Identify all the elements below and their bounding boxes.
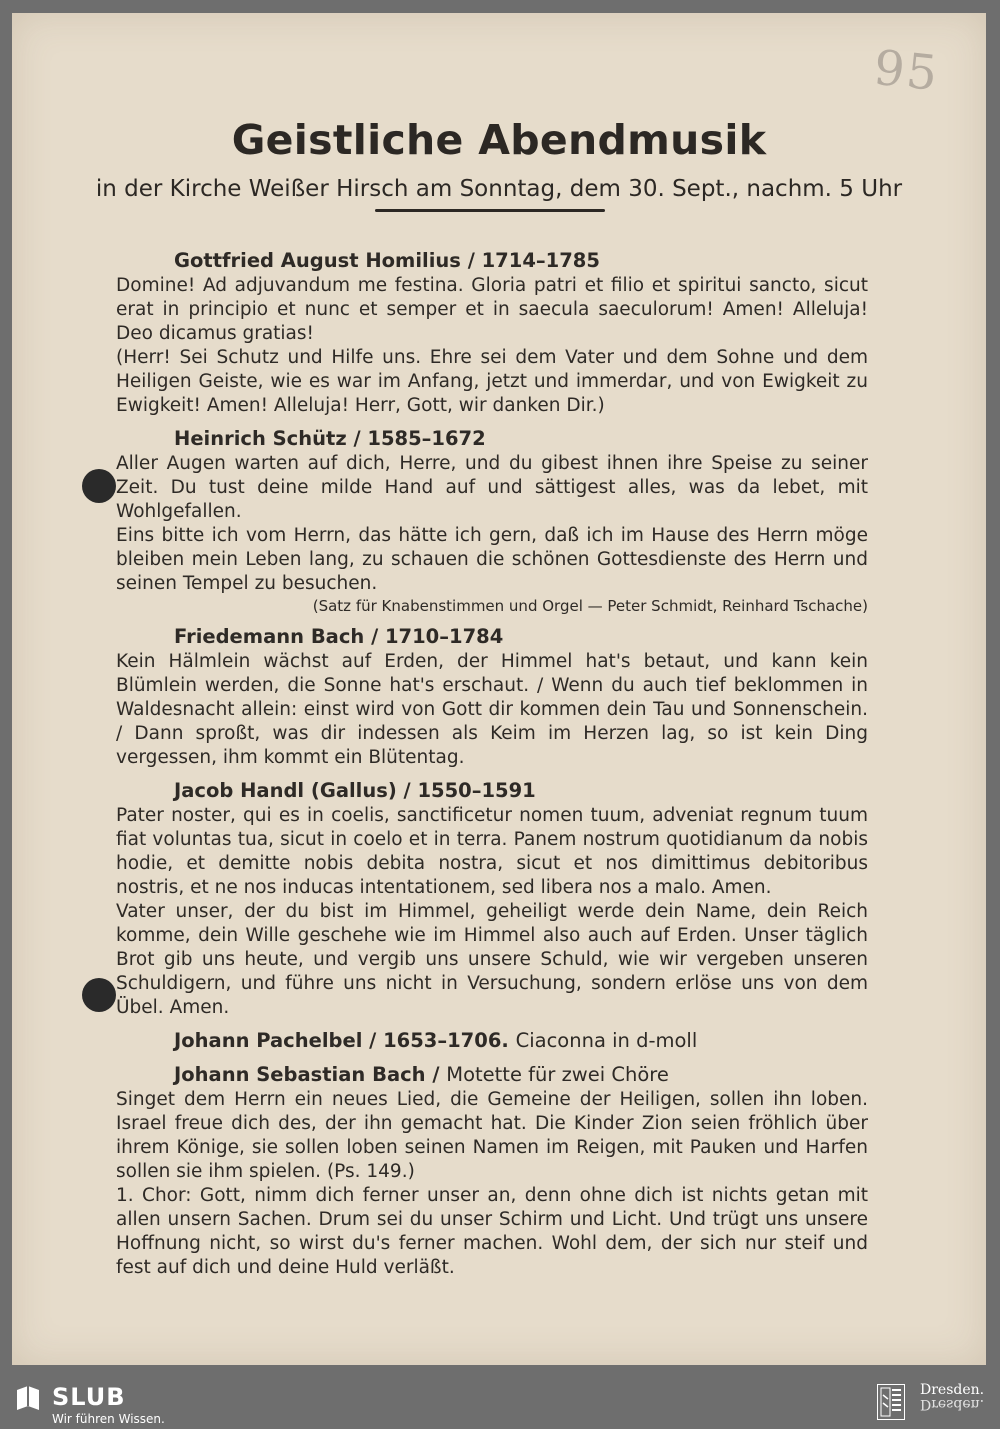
section-heading-friedemann: Friedemann Bach / 1710–1784 [174, 625, 504, 648]
title-divider [375, 209, 605, 212]
text-friedemann: Kein Hälmlein wächst auf Erden, der Himmel hat's betaut, und kann kein Blümlein werden, die Sonne hat's erschaut. / Wenn du auch tief beklommen in Waldesnacht allein: einst wird von Gott dir kommen dein Tau und Sonnenschein. / Dann sproßt, was dir indessen als Keim im Herzen lag, so ist kein Ding vergessen, ihm kommt ein Blütentag. [116, 651, 868, 768]
text-js-bach-1: Singet dem Herrn ein neues Lied, die Gemeine der Heiligen, sollen ihn loben. Israel freue dich des, der ihn gemacht hat. Die Kinder Zion seien fröhlich über ihrem Könige, sie sollen loben seinen Namen im Reigen, mit Pauken und Harfen sollen sie ihm spielen. (Ps. 149.) [116, 1089, 868, 1182]
footer-bar [0, 1378, 1000, 1429]
latin-text-homilius: Domine! Ad adjuvandum me festina. Gloria patri et filio et spiritui sancto, sicut erat in principio et nunc et semper et in saecula saeculorum! Amen! Alleluja! Deo dicamus gratias! [116, 275, 868, 344]
city-logo [920, 1383, 984, 1411]
composer-pachelbel: Johann Pachelbel / 1653–1706. [174, 1029, 509, 1052]
city-logo-text: Dresden. [920, 1382, 985, 1398]
library-name: SLUB [52, 1383, 126, 1411]
latin-text-handl: Pater noster, qui es in coelis, sanctificetur nomen tuum, adveniat regnum tuum fiat voluntas tua, sicut in coelo et in terra. Panem nostrum quotidianum da nobis hodie, et demitte nobis debita nostra, sicut et nos dimittimus debitoribus nostris, et ne nos inducas intentationem, sed libera nos a malo. Amen. [116, 805, 868, 898]
punch-hole [82, 978, 116, 1012]
german-text-handl: Vater unser, der du bist im Himmel, geheiligt werde dein Name, dein Reich komme, dein Wille geschehe wie im Himmel also auch auf Erden. Unser täglich Brot gib uns heute, und vergib uns unsere Schuld, wie wir vergeben unseren Schuldigern, und führe uns nicht in Versuchung, sondern erlöse uns von dem Übel. Amen. [116, 901, 868, 1018]
page-title: Geistliche Abendmusik [231, 116, 767, 164]
program-content [116, 246, 868, 1280]
slub-logo-icon [14, 1384, 42, 1412]
section-heading-handl: Jacob Handl (Gallus) / 1550–1591 [174, 779, 536, 802]
german-text-homilius: (Herr! Sei Schutz und Hilfe uns. Ehre sei dem Vater und dem Sohne und dem Heiligen Geiste, wie es war im Anfang, jetzt und immerdar, und von Ewigkeit zu Ewigkeit! Amen! Alleluja! Herr, Gott, wir danken Dir.) [116, 347, 868, 416]
document-page [12, 13, 986, 1365]
text-schuetz-2: Eins bitte ich vom Herrn, das hätte ich gern, daß ich im Hause des Herrn möge bleiben mein Leben lang, zu schauen die schönen Gottesdienste des Herrn und seinen Tempel zu besuchen. [116, 525, 868, 594]
section-heading-pachelbel [116, 1028, 868, 1054]
text-schuetz-1: Aller Augen warten auf dich, Herre, und du gibest ihnen ihre Speise zu seiner Zeit. Du tust deine milde Hand auf und sättigest alles, was da lebet, mit Wohlgefallen. [116, 453, 868, 522]
coat-of-arms-icon [877, 1384, 905, 1420]
text-js-bach-2: 1. Chor: Gott, nimm dich ferner unser an, denn ohne dich ist nichts getan mit allen unsern Sachen. Drum sei du unser Schirm und Licht. Und trügt uns unsere Hoffnung nicht, so wirst du's ferner machen. Wohl dem, der sich nur steif und fest auf dich und deine Huld verläßt. [116, 1185, 868, 1278]
page-subtitle: in der Kirche Weißer Hirsch am Sonntag, dem 30. Sept., nachm. 5 Uhr [95, 176, 903, 202]
city-logo-reflection: Dresden. [920, 1396, 985, 1412]
work-pachelbel: Ciaconna in d-moll [515, 1029, 698, 1052]
section-heading-homilius: Gottfried August Homilius / 1714–1785 [174, 249, 600, 272]
section-heading-js-bach [116, 1062, 868, 1088]
section-heading-schuetz: Heinrich Schütz / 1585–1672 [174, 427, 486, 450]
handwritten-note: 95 [871, 39, 942, 103]
work-js-bach: Motette für zwei Chöre [446, 1063, 669, 1086]
punch-hole [82, 469, 116, 503]
composer-js-bach: Johann Sebastian Bach / [174, 1063, 440, 1086]
library-tagline: Wir führen Wissen. [52, 1412, 165, 1426]
arrangement-credit: (Satz für Knabenstimmen und Orgel — Peter Schmidt, Reinhard Tschache) [312, 597, 868, 615]
